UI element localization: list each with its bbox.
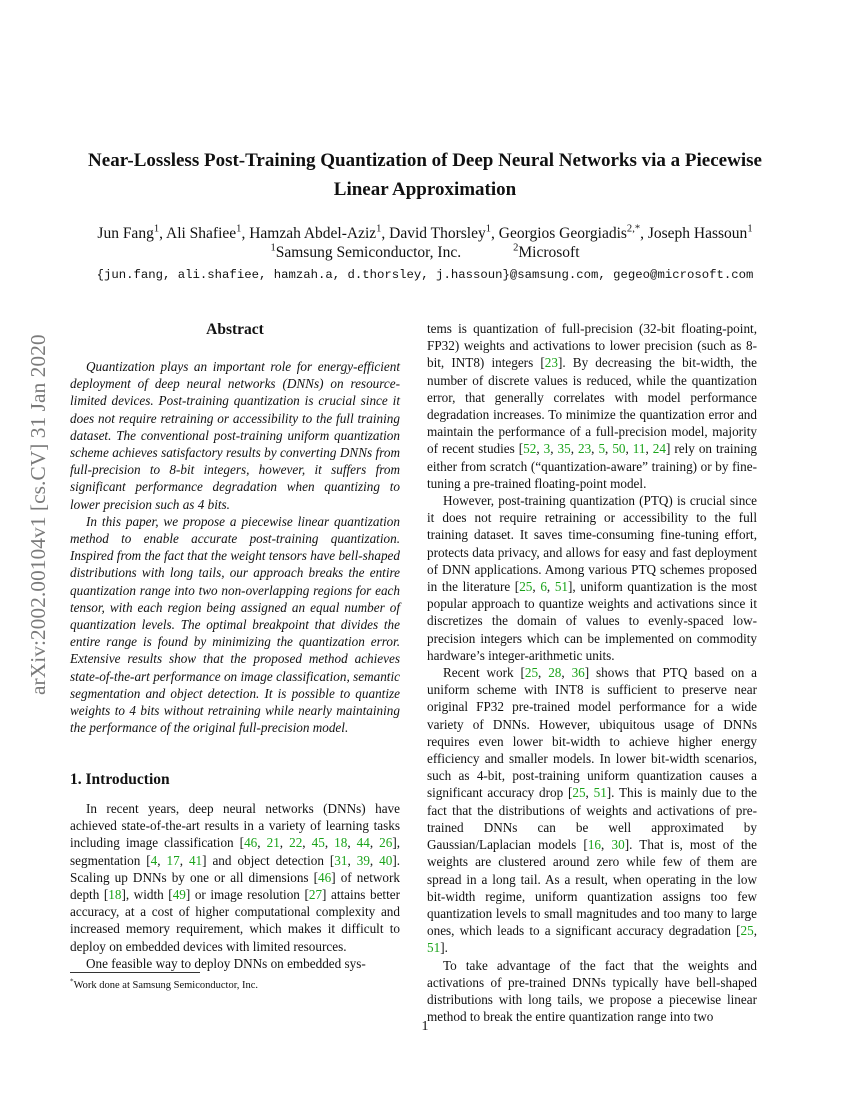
abstract-body	[70, 358, 400, 736]
citation-link[interactable]: 31	[334, 852, 348, 868]
citation-link[interactable]: 23	[577, 441, 592, 457]
arxiv-stamp	[23, 295, 53, 695]
citation-link[interactable]: 52	[523, 441, 537, 457]
citation-link[interactable]: 6	[540, 579, 547, 595]
citation-link[interactable]: 49	[172, 887, 186, 903]
affiliation-mark: 1	[270, 242, 276, 254]
citation-link[interactable]: 18	[108, 887, 122, 903]
affiliations	[40, 243, 810, 263]
citation-link[interactable]: 16	[587, 837, 602, 853]
affiliation-name: Microsoft	[518, 244, 580, 261]
citation-link[interactable]: 35	[557, 441, 571, 457]
citation-link[interactable]: 51	[554, 579, 569, 595]
paragraph: Recent work [25, 28, 36] shows that PTQ based on a uniform scheme with INT8 is sufficient to preserve near original FP32 pre-trained model performance for a wide variety of DNNs. However, ubiquitous usage of DNNs requires even lower bit-width to achieve higher energy efficiency and smaller models. In lower bit-width scenarios, such as 4-bit, post-training uniform quantization causes a significant accuracy drop [25, 51]. This is mainly due to the fact that the distributions of weights and activations of pre-trained DNNs can be well approximated by Gaussian/Laplacian models [16, 30]. That is, most of the weights are clustered around zero while few of them are spread in a long tail. As a result, when operating in the low bit-width regime, uniform quantization assigns too few quantization levels to small magnitudes and too many to large ones, which leads to a significant accuracy degradation [25, 51].	[427, 665, 758, 956]
citation-link[interactable]: 24	[652, 441, 666, 457]
citation-link[interactable]: 45	[311, 835, 325, 851]
author-name: Georgios Georgiadis	[498, 225, 627, 242]
intro-left-column	[70, 800, 400, 972]
affiliation-name: Samsung Semiconductor, Inc.	[275, 244, 462, 261]
citation-link[interactable]: 50	[612, 441, 626, 457]
citation-link[interactable]: 11	[632, 441, 646, 457]
author-name: Joseph Hassoun	[647, 225, 748, 242]
citation-link[interactable]: 46	[318, 869, 332, 885]
paragraph: One feasible way to deploy DNNs on embedded sys-	[86, 955, 366, 971]
author-name: Jun Fang	[97, 225, 154, 242]
footnote	[70, 979, 400, 992]
author-mark: 1	[236, 223, 242, 235]
citation-link[interactable]: 25	[572, 785, 586, 801]
author-emails: {jun.fang, ali.shafiee, hamzah.a, d.thorsley, j.hassoun}@samsung.com, gegeo@microsoft.com	[96, 268, 754, 282]
citation-link[interactable]: 3	[543, 441, 551, 457]
paper-title: Near-Lossless Post-Training Quantization of Deep Neural Networks via a Piecewise Linear Approximation	[88, 150, 762, 200]
citation-link[interactable]: 22	[289, 835, 303, 851]
arxiv-id: arXiv:2002.00104v1 [cs.CV] 31 Jan 2020	[26, 334, 50, 695]
citation-link[interactable]: 36	[571, 665, 585, 681]
author-name: Hamzah Abdel-Aziz	[249, 225, 377, 242]
page-number: 1	[421, 1019, 429, 1034]
author-mark: 1	[485, 223, 492, 235]
citation-link[interactable]: 30	[611, 837, 625, 853]
citation-link[interactable]: 51	[593, 785, 607, 801]
footnote-text: Work done at Samsung Semiconductor, Inc.	[73, 980, 259, 991]
author-mark: 2,*	[626, 223, 641, 235]
section-heading: 1. Introduction	[70, 771, 170, 788]
author-list: Jun Fang$^1$, Ali Shafiee$^1$, Hamzah Abdel-Aziz$^1$, David Thorsley$^1$, Georgios Georgiadis$^{2,*}$, Joseph Hassoun$^1$	[97, 223, 753, 242]
citation-link[interactable]: 40	[379, 852, 393, 868]
author-mark: 1	[153, 223, 160, 235]
footnote-mark: *	[70, 977, 74, 986]
intro-right-column	[427, 320, 757, 1025]
citation-link[interactable]: 41	[188, 852, 203, 868]
citation-link[interactable]: 44	[356, 835, 370, 851]
author-name: David Thorsley	[389, 225, 486, 242]
citation-link[interactable]: 25	[519, 579, 533, 595]
citation-link[interactable]: 21	[266, 835, 280, 851]
affiliation-mark: 2	[513, 242, 519, 254]
citation-link[interactable]: 51	[427, 940, 441, 956]
author-name: Ali Shafiee	[166, 225, 237, 242]
paragraph: tems is quantization of full-precision (32-bit floating-point, FP32) weights and activations to lower precision (such as 8-bit, INT8) integers [23]. By decreasing the bit-width, the number of discrete values is reduced, while the quantization error, that generally correlates with model performance degradation increases. To minimize the quantization error and maintain the performance of a full-precision model, majority of recent studies [52, 3, 35, 23, 5, 50, 11, 24] rely on training either from scratch (“quantization-aware” training) or by fine-tuning a pre-trained floating-point model.	[427, 321, 758, 491]
paragraph: In recent years, deep neural networks (DNNs) have achieved state-of-the-art results in a variety of learning tasks including image classification [46, 21, 22, 45, 18, 44, 26], segmentation [4, 17, 41] and object detection [31, 39, 40]. Scaling up DNNs by one or all dimensions [46] of network depth [18], width [49] or image resolution [27] attains better accuracy, at a cost of higher computational complexity and increased memory requirement, which makes it difficult to deploy on embedded devices with limited resources.	[70, 801, 401, 954]
citation-link[interactable]: 5	[598, 441, 606, 457]
citation-link[interactable]: 27	[308, 887, 323, 903]
citation-link[interactable]: 4	[150, 852, 158, 868]
author-mark: 1	[747, 223, 753, 235]
citation-link[interactable]: 18	[334, 835, 348, 851]
paragraph: In this paper, we propose a piecewise linear quantization method to enable accurate post-training quantization. Inspired from the fact that the weight tensors have bell-shaped distributions with long tails, our approach breaks the entire quantization range into two non-overlapping regions for each tensor, with each region being assigned an equal number of quantization levels. The optimal breakpoint that divides the entire range is found by minimizing the quantization error. Extensive results show that the proposed method achieves state-of-the-art performance on image classification, semantic segmentation and object detection. It is possible to quantize weights to 4 bits without retraining while nearly maintaining the performance of the original full-precision model.	[70, 513, 400, 736]
citation-link[interactable]: 28	[548, 665, 562, 681]
citation-link[interactable]: 23	[544, 355, 558, 371]
citation-link[interactable]: 26	[379, 835, 393, 851]
footnote-rule	[70, 972, 200, 973]
paragraph: To take advantage of the fact that the weights and activations of pre-trained DNNs typically have bell-shaped distributions with long tails, we propose a piecewise linear method to break the entire quantization range into two	[427, 957, 757, 1025]
citation-link[interactable]: 46	[244, 835, 258, 851]
citation-link[interactable]: 25	[740, 923, 754, 939]
paragraph: However, post-training quantization (PTQ) is crucial since it does not require retraining or accessibility to the full training dataset. It saves time-consuming fine-tuning effort, protects data privacy, and allows for easy and fast deployment of DNN applications. Among various PTQ schemes proposed in the literature [25, 6, 51], uniform quantization is the most popular approach to quantize weights and activations since it discretizes the domain of values to evenly-spaced low-precision integers which can be implemented on commodity hardware’s integer-arithmetic units.	[427, 493, 758, 663]
abstract-heading: Abstract	[206, 321, 264, 338]
author-mark: 1	[376, 223, 382, 235]
citation-link[interactable]: 17	[166, 852, 180, 868]
citation-link[interactable]: 25	[524, 665, 539, 681]
paragraph: Quantization plays an important role for energy-efficient deployment of deep neural networks (DNNs) on resource-limited devices. Post-training quantization is crucial since it does not require retraining or accessibility to the full training dataset. The conventional post-training uniform quantization scheme achieves satisfactory results by converting DNNs from full-precision to 8-bit integers, however, it suffers from significant performance degradation when quantizing to lower precision such as 4 bits.	[70, 359, 400, 512]
citation-link[interactable]: 39	[356, 852, 370, 868]
